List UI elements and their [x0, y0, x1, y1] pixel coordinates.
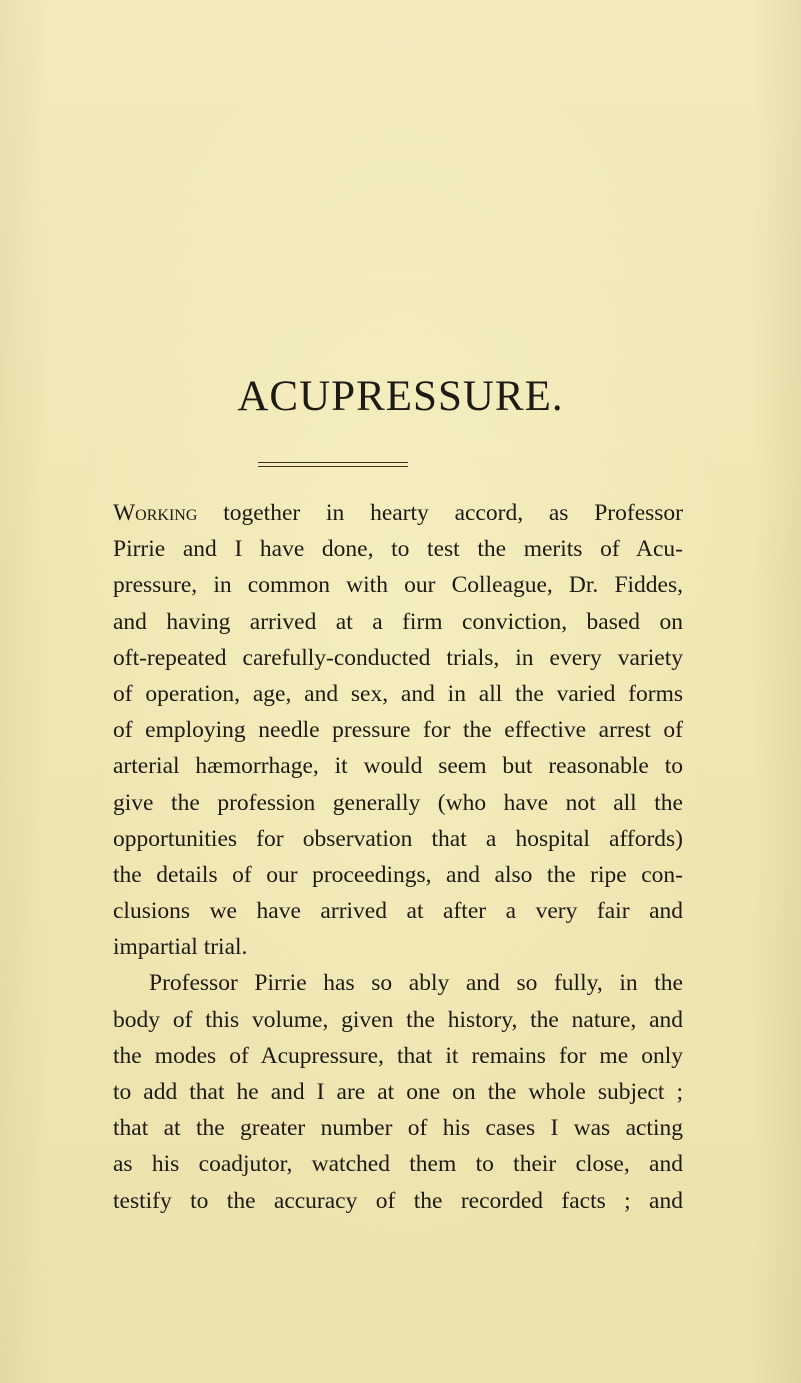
text-line: impartial trial. [113, 934, 248, 961]
text-line: to add that he and I are at one on the whole subject ; [113, 1079, 683, 1105]
drop-word: Working [113, 500, 198, 526]
text-line: clusions we have arrived at after a very fair and [113, 898, 683, 925]
body-text [113, 495, 683, 1219]
page-title: ACUPRESSURE. [237, 373, 564, 420]
text-line: pressure, in common with our Colleague, Dr. Fiddes, [113, 572, 683, 599]
text-line: body of this volume, given the history, the nature, and [113, 1006, 683, 1033]
text-line: Working together in hearty accord, as Professor [113, 500, 683, 526]
title-rule-bottom [258, 466, 408, 467]
text-line: Professor Pirrie has so ably and so fully, in the [149, 970, 683, 997]
text-line: the modes of Acupressure, that it remains for me only [113, 1042, 683, 1069]
text-line: and having arrived at a firm conviction, based on [113, 608, 683, 635]
text-line: arterial hæmorrhage, it would seem but reasonable to [113, 753, 683, 780]
text-line: opportunities for observation that a hospital affords) [113, 825, 683, 852]
title-rule-top [258, 462, 408, 463]
text-line: of operation, age, and sex, and in all the varied forms [113, 680, 683, 707]
text-line: Pirrie and I have done, to test the merits of Acu- [113, 536, 683, 563]
text-line: as his coadjutor, watched them to their close, and [113, 1151, 683, 1178]
text-line: oft-repeated carefully-conducted trials, in every variety [113, 644, 683, 671]
text-line: testify to the accuracy of the recorded facts ; and [113, 1187, 683, 1214]
text-line: that at the greater number of his cases I was acting [113, 1115, 683, 1142]
text-line: of employing needle pressure for the effective arrest of [113, 717, 683, 744]
text-line: give the profession generally (who have not all the [113, 789, 683, 816]
text-line: the details of our proceedings, and also the ripe con- [113, 861, 683, 888]
